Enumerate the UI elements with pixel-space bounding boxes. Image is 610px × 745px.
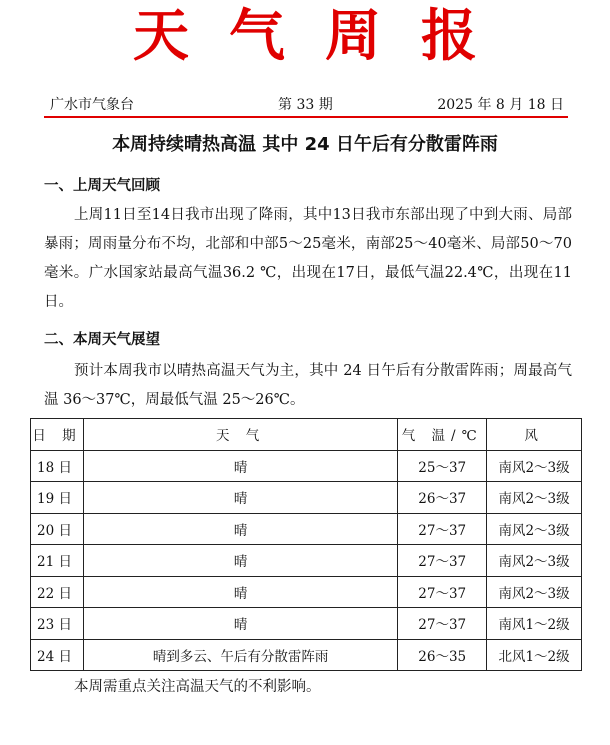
table-row bbox=[31, 513, 582, 545]
cell-weather: 晴 bbox=[83, 450, 397, 482]
cell-wind: 北风1～2级 bbox=[487, 639, 582, 671]
cell-weather: 晴 bbox=[83, 545, 397, 577]
table-row bbox=[31, 576, 582, 608]
cell-wind: 南风2～3级 bbox=[487, 482, 582, 514]
cell-date: 22 日 bbox=[31, 576, 84, 608]
cell-date: 21 日 bbox=[31, 545, 84, 577]
header-date: 日 期 bbox=[31, 419, 84, 451]
masthead-title: 天气周报 bbox=[133, 4, 517, 69]
last-week-review-paragraph: 上周11日至14日我市出现了降雨，其中13日我市东部出现了中到大雨、局部暴雨；周雨量分布不均，北部和中部5～25毫米，南部25～40毫米、局部50～70毫米。广水国家站最高气温36.2 ℃，出现在17日，最低气温22.4℃，出现在11日。 bbox=[44, 207, 572, 310]
cell-weather: 晴 bbox=[83, 576, 397, 608]
header-wind: 风 bbox=[487, 419, 582, 451]
cell-temperature: 27～37 bbox=[398, 513, 487, 545]
cell-date: 23 日 bbox=[31, 608, 84, 640]
issue-number: 第 33 期 bbox=[278, 97, 333, 113]
cell-temperature: 27～37 bbox=[398, 576, 487, 608]
cell-date: 19 日 bbox=[31, 482, 84, 514]
header-temperature: 气 温/℃ bbox=[398, 419, 487, 451]
cell-temperature: 27～37 bbox=[398, 545, 487, 577]
cell-weather: 晴 bbox=[83, 608, 397, 640]
table-header-row bbox=[31, 419, 582, 451]
cell-weather: 晴 bbox=[83, 513, 397, 545]
table-row bbox=[31, 450, 582, 482]
header-weather: 天 气 bbox=[83, 419, 397, 451]
issue-info-line bbox=[48, 95, 568, 115]
section-heading-this-week: 二、本周天气展望 bbox=[44, 331, 160, 348]
headline: 本周持续晴热高温 其中 24 日午后有分散雷阵雨 bbox=[112, 134, 498, 155]
cell-weather: 晴 bbox=[83, 482, 397, 514]
cell-temperature: 26～35 bbox=[398, 639, 487, 671]
cell-temperature: 25～37 bbox=[398, 450, 487, 482]
cell-wind: 南风2～3级 bbox=[487, 513, 582, 545]
cell-weather: 晴到多云、午后有分散雷阵雨 bbox=[83, 639, 397, 671]
cell-date: 18 日 bbox=[31, 450, 84, 482]
table-row bbox=[31, 608, 582, 640]
cell-wind: 南风2～3级 bbox=[487, 450, 582, 482]
forecast-table bbox=[30, 418, 582, 671]
cell-wind: 南风2～3级 bbox=[487, 576, 582, 608]
header-divider bbox=[44, 116, 568, 118]
table-row bbox=[31, 639, 582, 671]
cell-date: 24 日 bbox=[31, 639, 84, 671]
this-week-outlook-paragraph: 预计本周我市以晴热高温天气为主，其中 24 日午后有分散雷阵雨；周最高气温 36～37℃，周最低气温 25～26℃。 bbox=[44, 363, 572, 408]
section-heading-last-week: 一、上周天气回顾 bbox=[44, 177, 160, 194]
issue-date: 2025 年 8 月 18 日 bbox=[437, 97, 564, 113]
cell-date: 20 日 bbox=[31, 513, 84, 545]
cell-wind: 南风1～2级 bbox=[487, 608, 582, 640]
cell-wind: 南风2～3级 bbox=[487, 545, 582, 577]
table-row bbox=[31, 545, 582, 577]
closing-note: 本周需重点关注高温天气的不利影响。 bbox=[74, 679, 321, 695]
cell-temperature: 27～37 bbox=[398, 608, 487, 640]
issuing-agency: 广水市气象台 bbox=[50, 97, 134, 113]
cell-temperature: 26～37 bbox=[398, 482, 487, 514]
table-row bbox=[31, 482, 582, 514]
